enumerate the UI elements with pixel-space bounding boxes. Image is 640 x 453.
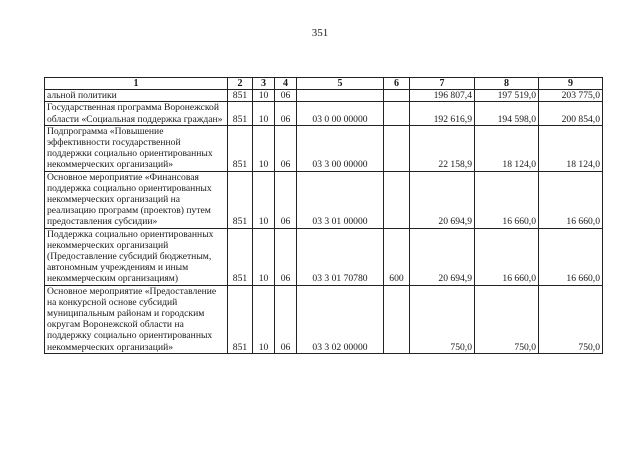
cell-code-4: 06	[275, 171, 297, 228]
cell-code-2: 851	[228, 102, 253, 125]
header-col-8: 8	[475, 78, 539, 90]
cell-amount-7: 20 694,9	[410, 171, 475, 228]
cell-code-5: 03 3 01 70780	[297, 228, 384, 285]
table-row	[45, 125, 603, 171]
cell-amount-7: 750,0	[410, 285, 475, 353]
cell-amount-9: 200 854,0	[539, 102, 603, 125]
cell-code-6	[384, 285, 410, 353]
cell-code-6	[384, 171, 410, 228]
cell-amount-8: 194 598,0	[475, 102, 539, 125]
cell-code-3: 10	[253, 228, 275, 285]
cell-code-6	[384, 90, 410, 102]
table-row	[45, 90, 603, 102]
cell-code-2: 851	[228, 171, 253, 228]
cell-code-5	[297, 90, 384, 102]
cell-code-6: 600	[384, 228, 410, 285]
cell-code-5: 03 3 02 00000	[297, 285, 384, 353]
header-row	[45, 78, 603, 90]
header-col-2: 2	[228, 78, 253, 90]
cell-amount-7: 192 616,9	[410, 102, 475, 125]
cell-code-3: 10	[253, 285, 275, 353]
cell-amount-9: 16 660,0	[539, 171, 603, 228]
header-col-4: 4	[275, 78, 297, 90]
cell-amount-7: 196 807,4	[410, 90, 475, 102]
cell-code-3: 10	[253, 90, 275, 102]
row-name: Основное мероприятие «Предоставление на конкурсной основе субсидий муниципальным районам и городским округам Воронежской области на поддержку социально ориентированных некоммерческих организаций»	[45, 285, 228, 353]
row-name: Основное мероприятие «Финансовая поддержка социально ориентированных некоммерческих организаций на реализацию программ (проектов) путем предоставления субсидии»	[45, 171, 228, 228]
row-name: Подпрограмма «Повышение эффективности государственной поддержки социально ориентированных некоммерческих организаций»	[45, 125, 228, 171]
cell-code-2: 851	[228, 125, 253, 171]
cell-code-5: 03 3 01 00000	[297, 171, 384, 228]
cell-amount-9: 18 124,0	[539, 125, 603, 171]
cell-code-4: 06	[275, 90, 297, 102]
header-col-3: 3	[253, 78, 275, 90]
table-row	[45, 228, 603, 285]
header-col-1: 1	[45, 78, 228, 90]
cell-code-5: 03 0 00 00000	[297, 102, 384, 125]
cell-amount-7: 22 158,9	[410, 125, 475, 171]
cell-amount-9: 750,0	[539, 285, 603, 353]
cell-code-2: 851	[228, 90, 253, 102]
header-col-9: 9	[539, 78, 603, 90]
cell-code-6	[384, 102, 410, 125]
cell-amount-8: 18 124,0	[475, 125, 539, 171]
table-row	[45, 102, 603, 125]
cell-code-4: 06	[275, 102, 297, 125]
cell-code-3: 10	[253, 171, 275, 228]
cell-code-5: 03 3 00 00000	[297, 125, 384, 171]
header-col-6: 6	[384, 78, 410, 90]
row-name: альной политики	[45, 90, 228, 102]
cell-code-2: 851	[228, 228, 253, 285]
table-row	[45, 171, 603, 228]
cell-code-4: 06	[275, 228, 297, 285]
budget-table	[44, 77, 603, 354]
page-number: 351	[311, 27, 329, 39]
cell-amount-8: 750,0	[475, 285, 539, 353]
cell-code-2: 851	[228, 285, 253, 353]
cell-code-4: 06	[275, 125, 297, 171]
cell-amount-9: 16 660,0	[539, 228, 603, 285]
cell-amount-8: 197 519,0	[475, 90, 539, 102]
cell-amount-8: 16 660,0	[475, 171, 539, 228]
row-name: Государственная программа Воронежской области «Социальная поддержка граждан»	[45, 102, 228, 125]
cell-code-4: 06	[275, 285, 297, 353]
cell-amount-7: 20 694,9	[410, 228, 475, 285]
cell-code-3: 10	[253, 102, 275, 125]
cell-amount-9: 203 775,0	[539, 90, 603, 102]
header-col-5: 5	[297, 78, 384, 90]
table-row	[45, 285, 603, 353]
cell-amount-8: 16 660,0	[475, 228, 539, 285]
header-col-7: 7	[410, 78, 475, 90]
cell-code-3: 10	[253, 125, 275, 171]
cell-code-6	[384, 125, 410, 171]
row-name: Поддержка социально ориентированных некоммерческих организаций (Предоставление субсидий бюджетным, автономным учреждениям и иным некоммерческим организациям)	[45, 228, 228, 285]
